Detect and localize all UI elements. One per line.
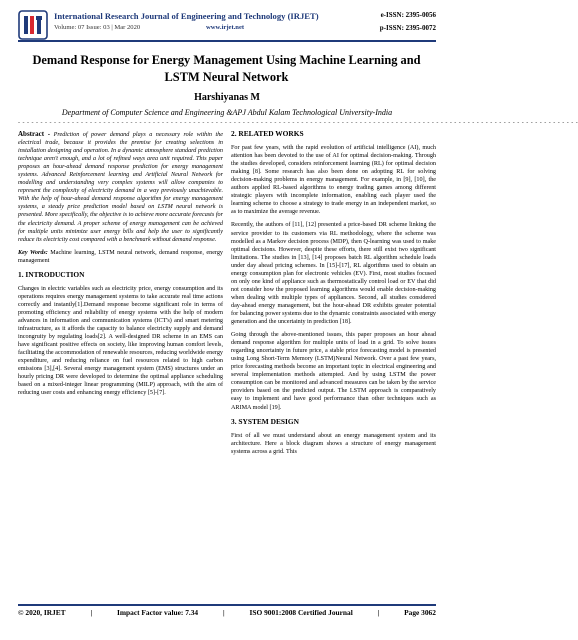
paper-title: Demand Response for Energy Management Using Machine Learning and LSTM Neural Network bbox=[32, 53, 421, 84]
footer-copyright: © 2020, IRJET bbox=[18, 608, 66, 617]
abstract-text: Prediction of power demand plays a necessary role within the electrical trade, because it provides the premise for creating selections in installation designing and operation. In a dynamic atmosphere standard prediction technique aren't enough, and a lot of refined ways area unit required. This paper proposes an hour-ahead demand response prediction for energy management systems. Advanced Reinforcement learning and Artificial Neural Network for modelling and understanding very complex systems will allow companies to represent the complexity of electricity demand in a way previously unachievable. With the help of hour-ahead demand response algorithm for energy management systems, a steady price prediction model based on LSTM neural network is presented. More specifically, the objective is to achieve more accurate forecasts for the electricity demand. A proper scheme of energy management can be achieved for multiple units minimize user energy bills and help the user to significantly reduce its electricity cost compared with a benchmark without demand response. bbox=[18, 132, 223, 243]
section-heading-system-design: 3. SYSTEM DESIGN bbox=[231, 416, 299, 426]
left-column bbox=[18, 130, 223, 600]
right-column bbox=[231, 130, 436, 600]
section-heading-introduction: 1. INTRODUCTION bbox=[18, 269, 85, 279]
footer-separator: | bbox=[377, 608, 380, 617]
author-affiliation: Department of Computer Science and Engineering &APJ Abdul Kalam Technological University-India bbox=[61, 108, 393, 117]
journal-header bbox=[18, 8, 436, 44]
journal-name: International Research Journal of Engineering and Technology (IRJET) bbox=[54, 11, 319, 21]
section-heading-related-works: 2. RELATED WORKS bbox=[231, 129, 304, 138]
p-issn: p-ISSN: 2395-0072 bbox=[379, 24, 436, 32]
related-works-paragraph-2: Recently, the authors of [11], [12] presented a price-based DR scheme linking the service provider to its customers via RL methodology, where the scheme was modelled as a Markov decision process (MDP), then Q-learning was used to make optimal decisions. However, despite these efforts, there still exist two significant limitations. The studies in [13], [14] proposes batch RL algorithm schedule loads under day ahead pricing schemes. In [15]-[17], RL algorithms used to obtain an energy consumption plan for electronic vehicles (EV). First, most studies focused on only one kind of appliance such as thermostatically control load or EV that did not consider how the proposed learning algorithms would enable decision-making when dealing with multiple types of appliances. Second, all studies considered day-ahead energy management, but the hour-ahead DR exhibits greater potential for balancing power systems due to the dynamic constraints associated with energy generation and the uncertainty in prediction [18]. bbox=[231, 222, 436, 326]
introduction-paragraph: Changes in electric variables such as electricity price, energy consumption and its operations requires energy management systems to take accurate real time actions correctly and instantly[1].Demand response become significant role in terms of promoting efficiency and reliability of energy systems with the help of modern advances in information and communication systems (ICT's) and smart metering infrastructure, as it affords the capacity to balance electricity supply and demand incongruity by regulating loads[2]. A well-designed DR scheme in an EMS can have significant positive effects on society, like improving human comfort levels, facilitating the accommodation of renewable resources, reducing worldwide energy expenditure, and reducing reliance on fuel resources related to high carbon emissions [3],[4]. Several energy management system (EMS) structures under an hourly pricing DR were developed to determine the optimal appliance scheduling based on a mixed-integer linear programming (MILP) approach, with the aim of reducing user costs and enhancing energy efficiency [5]-[7]. bbox=[18, 285, 224, 397]
related-works-paragraph-1: For past few years, with the rapid evolution of artificial intelligence (AI), much attention has been devoted to the use of AI for optimal decision-making. Through the studies developed, considers reinforcement learning (RL) for optimal decision making [8]. Some research has also been done on adopting RL for solving decision-making problems in energy management. For example, in [9], [10], the authors applied RL-based algorithms to energy trading games among different strategic players with incomplete information, enabling each player used the learning scheme to choose a strategy to trade energy in an independent market, so as to maximize the average revenue. bbox=[231, 145, 436, 216]
footer-rule bbox=[18, 604, 436, 606]
abstract-label: Abstract - bbox=[18, 130, 51, 138]
volume-issue: Volume: 07 Issue: 03 | Mar 2020 bbox=[54, 24, 141, 31]
keywords-text: Machine learning, LSTM neural network, demand response, energy management bbox=[18, 249, 223, 264]
paper-author: Harshiyanas M bbox=[194, 92, 260, 103]
footer-page-number: Page 3062 bbox=[404, 608, 436, 617]
abstract bbox=[18, 130, 223, 244]
footer-separator: | bbox=[90, 608, 93, 617]
separator-dashes: - - - - - - - - - - - - - - - - - - - - - - - - - - - - - - - - - - - - - - - - - - - - - - - - - - - - - - - - - - - - - - - - - - - - - - - - - - - - - - - - - - - - - - - - - - - - - - - - - - - - - - - - - - - - - - - - - - - - - - - - - - - - - bbox=[18, 120, 578, 126]
irjet-logo-icon bbox=[18, 10, 48, 40]
e-issn: e-ISSN: 2395-0056 bbox=[380, 11, 436, 19]
page-footer bbox=[18, 608, 436, 617]
keywords-label: Key Words: bbox=[18, 249, 48, 256]
footer-iso: ISO 9001:2008 Certified Journal bbox=[249, 608, 353, 617]
keywords bbox=[18, 249, 223, 265]
header-rule bbox=[18, 40, 436, 42]
footer-impact-factor: Impact Factor value: 7.34 bbox=[116, 608, 199, 617]
journal-website[interactable]: www.irjet.net bbox=[206, 24, 245, 31]
system-design-paragraph: First of all we must understand about an energy management system and its architecture. Here a block diagram shows a structure of energy management systems across a grid. This bbox=[231, 432, 436, 455]
related-works-paragraph-3: Going through the above-mentioned issues, this paper proposes an hour ahead demand response algorithm for multiple units of load in a grid. To solve issues regarding uncertainty in future price, a stable price forecasting model is presented using Long Short-Term Memory (LSTM)Neural Network. Over a past few years, price forecasting methods become an important topic in electrical engineering and several implementation methods attempted. And by using LSTM the power consumption can be monitored and advanced measures can be taken by the service providers based on the predicted output. The LSTM approach is comparatively easy to implement and have good performance than other techniques such as ARIMA model [19]. bbox=[231, 332, 436, 411]
footer-separator: | bbox=[223, 608, 225, 617]
